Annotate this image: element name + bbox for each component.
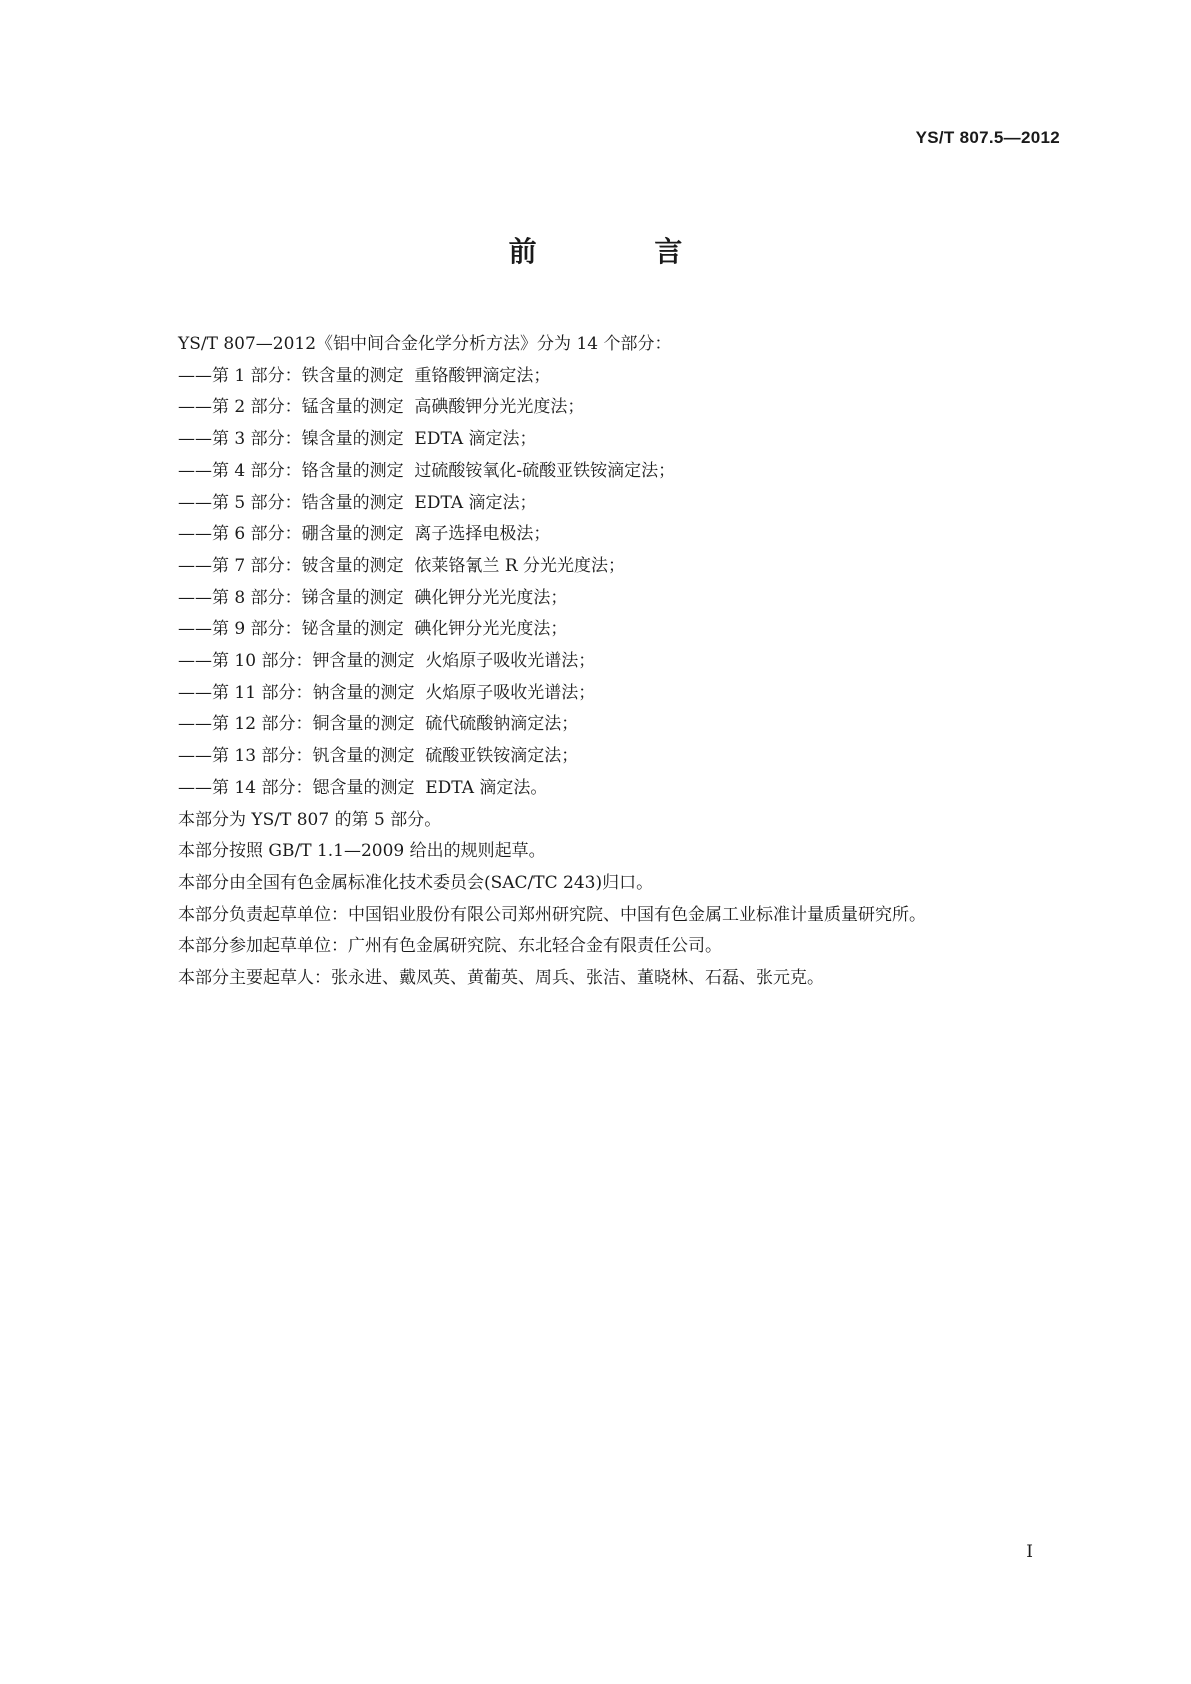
page-title: 前 言 (508, 235, 737, 268)
statement-paragraph: 本部分主要起草人：张永进、戴凤英、黄葡英、周兵、张洁、董晓林、石磊、张元克。 (178, 968, 824, 989)
statement-paragraph: 本部分由全国有色金属标准化技术委员会(SAC/TC 243)归口。 (178, 872, 654, 893)
part-list-item: ——第 13 部分：钒含量的测定 硫酸亚铁铵滴定法； (178, 746, 579, 767)
part-list-item: ——第 5 部分：锆含量的测定 EDTA 滴定法； (178, 492, 537, 513)
part-list-item: ——第 4 部分：铬含量的测定 过硫酸铵氧化-硫酸亚铁铵滴定法； (178, 460, 676, 481)
part-list-item: ——第 8 部分：锑含量的测定 碘化钾分光光度法； (178, 587, 568, 608)
part-list-item: ——第 2 部分：锰含量的测定 高碘酸钾分光光度法； (178, 397, 585, 418)
intro-paragraph: YS/T 807—2012《铝中间合金化学分析方法》分为 14 个部分： (178, 334, 672, 354)
part-list-item: ——第 7 部分：铍含量的测定 依莱铬氰兰 R 分光光度法； (178, 555, 626, 576)
part-list-item: ——第 10 部分：钾含量的测定 火焰原子吸收光谱法； (178, 651, 596, 672)
statement-paragraph: 本部分参加起草单位：广州有色金属研究院、东北轻合金有限责任公司。 (178, 936, 722, 957)
statement-paragraph: 本部分为 YS/T 807 的第 5 部分。 (178, 809, 442, 830)
part-list-item: ——第 11 部分：钠含量的测定 火焰原子吸收光谱法； (178, 682, 596, 703)
part-list-item: ——第 12 部分：铜含量的测定 硫代硫酸钠滴定法； (178, 714, 579, 735)
part-list-item: ——第 9 部分：铋含量的测定 碘化钾分光光度法； (178, 619, 568, 640)
page-number: I (1026, 1542, 1033, 1562)
statement-paragraph: 本部分按照 GB/T 1.1—2009 给出的规则起草。 (178, 841, 546, 862)
part-list-item: ——第 3 部分：镍含量的测定 EDTA 滴定法； (178, 429, 537, 450)
statement-paragraph: 本部分负责起草单位：中国铝业股份有限公司郑州研究院、中国有色金属工业标准计量质量研究所。 (178, 904, 926, 925)
part-list-item: ——第 14 部分：锶含量的测定 EDTA 滴定法。 (178, 777, 548, 798)
part-list-item: ——第 1 部分：铁含量的测定 重铬酸钾滴定法； (178, 365, 551, 386)
standard-code: YS/T 807.5—2012 (915, 128, 1060, 147)
foreword-body (124, 329, 1064, 995)
part-list-item: ——第 6 部分：硼含量的测定 离子选择电极法； (178, 524, 551, 545)
